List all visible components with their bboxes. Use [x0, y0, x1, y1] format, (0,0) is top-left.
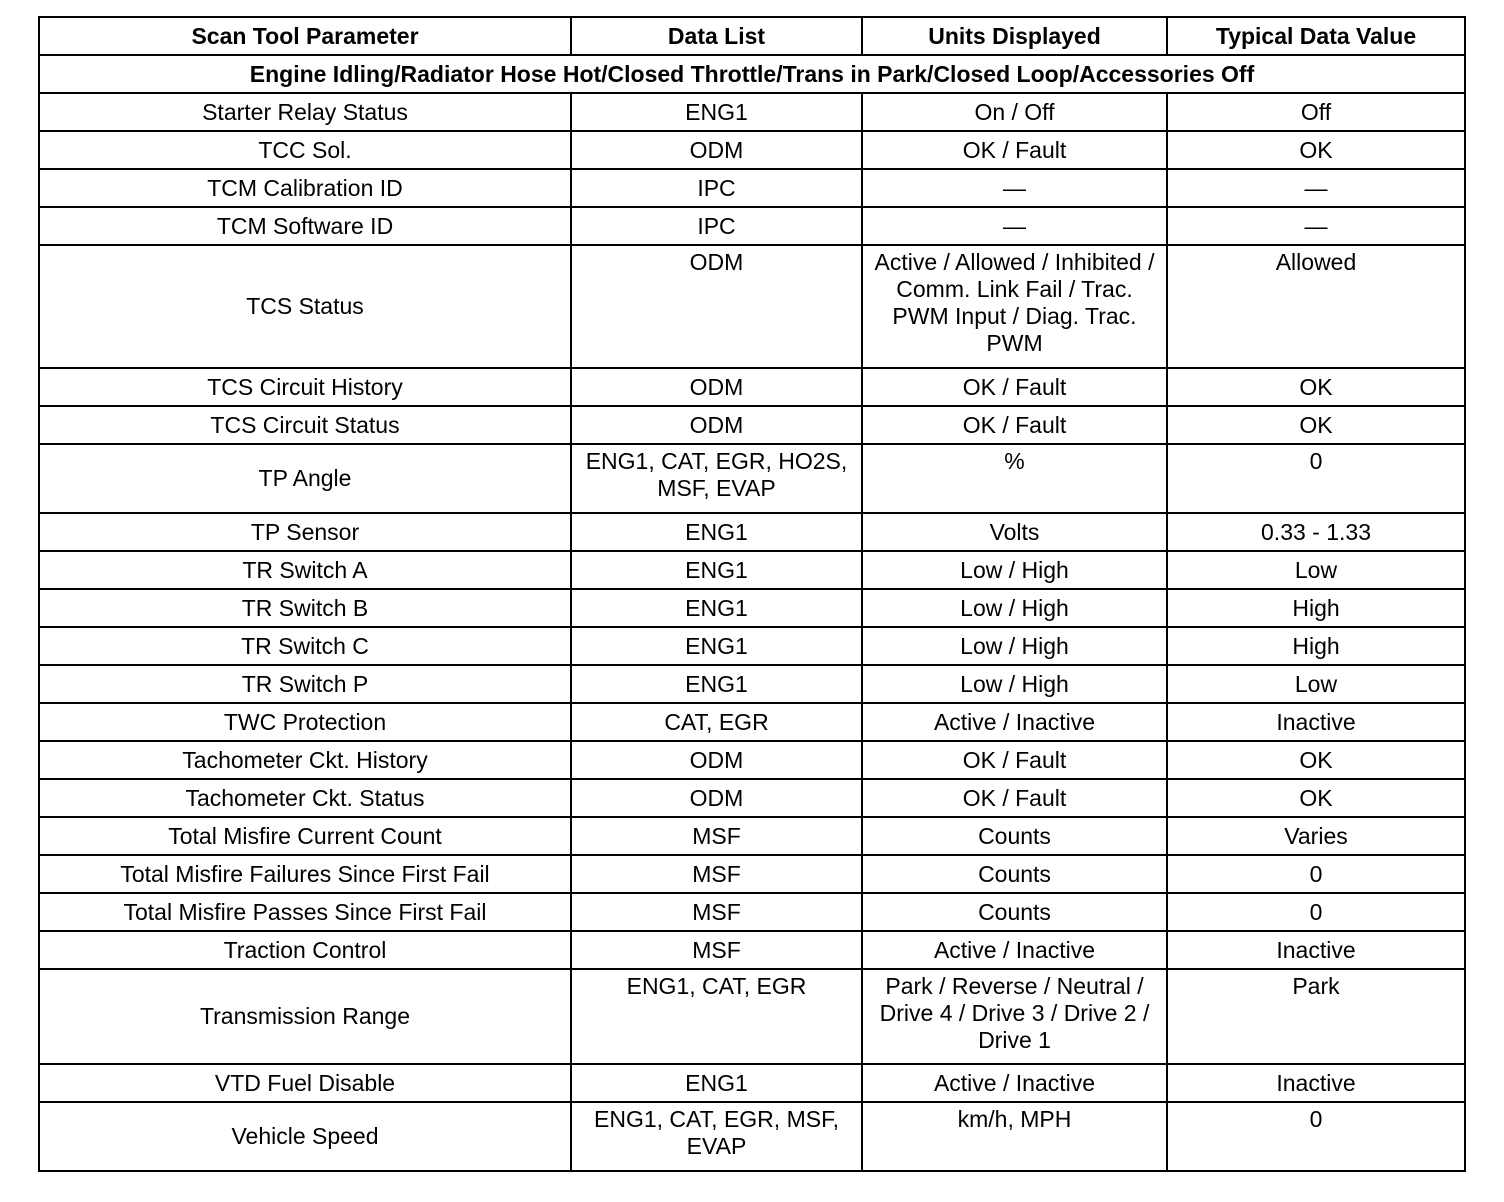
table-row — [39, 969, 1465, 1064]
data-list-cell: CAT, EGR — [571, 703, 862, 741]
data-list-cell: ENG1, CAT, EGR, HO2S, MSF, EVAP — [571, 444, 862, 513]
units-cell: Volts — [862, 513, 1167, 551]
table-row — [39, 817, 1465, 855]
typical-value-cell: Low — [1167, 551, 1465, 589]
units-cell: Active / Inactive — [862, 703, 1167, 741]
condition-row — [39, 55, 1465, 93]
units-cell: Low / High — [862, 551, 1167, 589]
table-row — [39, 207, 1465, 245]
typical-value-cell: Inactive — [1167, 931, 1465, 969]
data-list-cell: ENG1 — [571, 93, 862, 131]
table-row — [39, 406, 1465, 444]
operating-condition: Engine Idling/Radiator Hose Hot/Closed Throttle/Trans in Park/Closed Loop/Accessories Off — [39, 55, 1465, 93]
typical-value-cell: OK — [1167, 368, 1465, 406]
data-list-cell: ENG1 — [571, 551, 862, 589]
units-cell: Active / Inactive — [862, 931, 1167, 969]
typical-value-cell: Off — [1167, 93, 1465, 131]
parameter-cell: TR Switch C — [39, 627, 571, 665]
units-cell: Counts — [862, 817, 1167, 855]
typical-value-cell: 0 — [1167, 855, 1465, 893]
data-list-cell: ENG1 — [571, 589, 862, 627]
units-cell: Active / Allowed / Inhibited / Comm. Link Fail / Trac. PWM Input / Diag. Trac. PWM — [862, 245, 1167, 368]
data-list-cell: ODM — [571, 779, 862, 817]
table-row — [39, 444, 1465, 513]
data-list-cell: ENG1 — [571, 627, 862, 665]
parameter-cell: Total Misfire Current Count — [39, 817, 571, 855]
data-list-cell: ENG1 — [571, 665, 862, 703]
parameter-cell: VTD Fuel Disable — [39, 1064, 571, 1102]
table-row — [39, 589, 1465, 627]
data-list-cell: ENG1 — [571, 513, 862, 551]
typical-value-cell: Inactive — [1167, 703, 1465, 741]
table-row — [39, 703, 1465, 741]
parameter-cell: Tachometer Ckt. Status — [39, 779, 571, 817]
data-list-cell: MSF — [571, 931, 862, 969]
parameter-cell: TCM Software ID — [39, 207, 571, 245]
data-list-cell: ODM — [571, 368, 862, 406]
table-row — [39, 1064, 1465, 1102]
header-scan-tool-parameter: Scan Tool Parameter — [39, 17, 571, 55]
typical-value-cell: Low — [1167, 665, 1465, 703]
header-typical-data-value: Typical Data Value — [1167, 17, 1465, 55]
parameter-cell: TP Sensor — [39, 513, 571, 551]
units-cell: — — [862, 169, 1167, 207]
typical-value-cell: OK — [1167, 741, 1465, 779]
units-cell: Low / High — [862, 665, 1167, 703]
typical-value-cell: 0.33 - 1.33 — [1167, 513, 1465, 551]
parameter-cell: TR Switch B — [39, 589, 571, 627]
units-cell: OK / Fault — [862, 741, 1167, 779]
parameter-cell: Transmission Range — [39, 969, 571, 1064]
data-list-cell: ENG1, CAT, EGR, MSF, EVAP — [571, 1102, 862, 1171]
units-cell: Park / Reverse / Neutral / Drive 4 / Drive 3 / Drive 2 / Drive 1 — [862, 969, 1167, 1064]
data-list-cell: ODM — [571, 245, 862, 368]
table-row — [39, 513, 1465, 551]
parameter-cell: Total Misfire Failures Since First Fail — [39, 855, 571, 893]
typical-value-cell: Inactive — [1167, 1064, 1465, 1102]
table-row — [39, 1102, 1465, 1171]
table-row — [39, 627, 1465, 665]
typical-value-cell: OK — [1167, 131, 1465, 169]
data-list-cell: ODM — [571, 131, 862, 169]
parameter-cell: TP Angle — [39, 444, 571, 513]
parameter-cell: TR Switch A — [39, 551, 571, 589]
typical-value-cell: High — [1167, 589, 1465, 627]
table-row — [39, 665, 1465, 703]
typical-value-cell: Varies — [1167, 817, 1465, 855]
parameter-cell: TCS Circuit History — [39, 368, 571, 406]
parameter-cell: TCC Sol. — [39, 131, 571, 169]
header-units-displayed: Units Displayed — [862, 17, 1167, 55]
units-cell: OK / Fault — [862, 368, 1167, 406]
parameter-cell: Vehicle Speed — [39, 1102, 571, 1171]
parameter-cell: TCS Circuit Status — [39, 406, 571, 444]
header-data-list: Data List — [571, 17, 862, 55]
parameter-cell: TCM Calibration ID — [39, 169, 571, 207]
typical-value-cell: — — [1167, 207, 1465, 245]
table-row — [39, 245, 1465, 368]
typical-value-cell: — — [1167, 169, 1465, 207]
table-row — [39, 169, 1465, 207]
parameter-cell: Total Misfire Passes Since First Fail — [39, 893, 571, 931]
units-cell: OK / Fault — [862, 406, 1167, 444]
units-cell: Low / High — [862, 589, 1167, 627]
units-cell: Counts — [862, 893, 1167, 931]
parameter-cell: Traction Control — [39, 931, 571, 969]
data-list-cell: MSF — [571, 817, 862, 855]
typical-value-cell: Park — [1167, 969, 1465, 1064]
units-cell: OK / Fault — [862, 779, 1167, 817]
header-row — [39, 17, 1465, 55]
data-list-cell: IPC — [571, 169, 862, 207]
data-list-cell: ODM — [571, 741, 862, 779]
data-list-cell: IPC — [571, 207, 862, 245]
typical-value-cell: Allowed — [1167, 245, 1465, 368]
data-list-cell: ENG1 — [571, 1064, 862, 1102]
typical-value-cell: OK — [1167, 779, 1465, 817]
table-row — [39, 741, 1465, 779]
typical-value-cell: 0 — [1167, 444, 1465, 513]
table-row — [39, 931, 1465, 969]
units-cell: — — [862, 207, 1167, 245]
table-row — [39, 855, 1465, 893]
parameter-cell: TWC Protection — [39, 703, 571, 741]
typical-value-cell: 0 — [1167, 893, 1465, 931]
typical-value-cell: 0 — [1167, 1102, 1465, 1171]
units-cell: km/h, MPH — [862, 1102, 1167, 1171]
table-row — [39, 131, 1465, 169]
units-cell: On / Off — [862, 93, 1167, 131]
table-row — [39, 93, 1465, 131]
units-cell: Active / Inactive — [862, 1064, 1167, 1102]
table-row — [39, 893, 1465, 931]
units-cell: % — [862, 444, 1167, 513]
typical-value-cell: High — [1167, 627, 1465, 665]
data-list-cell: MSF — [571, 855, 862, 893]
data-list-cell: MSF — [571, 893, 862, 931]
units-cell: OK / Fault — [862, 131, 1167, 169]
parameter-cell: Starter Relay Status — [39, 93, 571, 131]
parameter-cell: TR Switch P — [39, 665, 571, 703]
table-row — [39, 551, 1465, 589]
units-cell: Counts — [862, 855, 1167, 893]
data-list-cell: ENG1, CAT, EGR — [571, 969, 862, 1064]
parameter-cell: Tachometer Ckt. History — [39, 741, 571, 779]
data-list-cell: ODM — [571, 406, 862, 444]
scan-tool-data-table — [38, 16, 1466, 1172]
units-cell: Low / High — [862, 627, 1167, 665]
table-row — [39, 368, 1465, 406]
typical-value-cell: OK — [1167, 406, 1465, 444]
table-row — [39, 779, 1465, 817]
parameter-cell: TCS Status — [39, 245, 571, 368]
